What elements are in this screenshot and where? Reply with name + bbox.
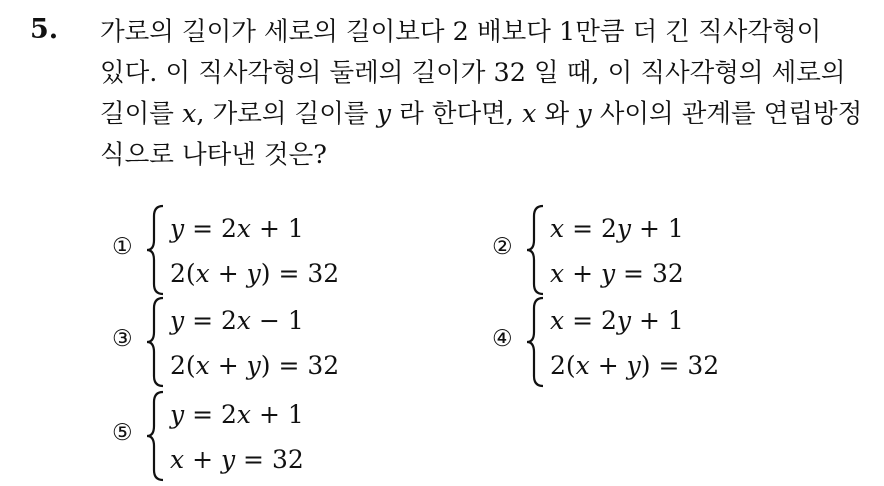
variable-x: x	[195, 351, 210, 380]
variable-y: y	[616, 306, 631, 335]
equation-1: x = 2y + 1	[550, 214, 684, 243]
choice-marker: ④	[492, 326, 513, 352]
left-brace-icon	[524, 202, 546, 298]
choice-4[interactable]	[492, 294, 812, 390]
stem-text: 와	[536, 99, 578, 129]
variable-y: y	[246, 351, 261, 380]
equation-2: 2(x + y) = 32	[170, 259, 340, 288]
variable-y: y	[600, 259, 616, 288]
stem-text: 길이를	[100, 99, 183, 129]
equation-2: 2(x + y) = 32	[170, 351, 340, 380]
left-brace-icon	[144, 202, 166, 298]
left-brace-icon	[524, 294, 546, 390]
variable-x: x	[170, 445, 185, 474]
equation-1: y = 2x + 1	[170, 400, 304, 429]
variable-y: y	[170, 306, 185, 335]
stem-text: 사이의 관계를 연립방정	[591, 99, 863, 129]
stem-line-4: 식으로 나타낸 것은?	[100, 140, 327, 170]
stem-text: , 가로의 길이를	[196, 99, 377, 129]
equation-1: y = 2x + 1	[170, 214, 304, 243]
stem-line-2: 있다. 이 직사각형의 둘레의 길이가 32 일 때, 이 직사각형의 세로의	[100, 58, 846, 88]
choice-1[interactable]	[112, 202, 432, 298]
equation-1: x = 2y + 1	[550, 306, 684, 335]
variable-x: x	[550, 214, 565, 243]
equation-2: x + y = 32	[550, 259, 684, 288]
variable-y: y	[170, 214, 185, 243]
variable-y: y	[376, 99, 392, 129]
variable-x: x	[550, 259, 565, 288]
variable-x: x	[236, 214, 251, 243]
choice-5[interactable]	[112, 388, 432, 484]
choice-marker: ②	[492, 234, 513, 260]
stem-line-1: 가로의 길이가 세로의 길이보다 2 배보다 1만큼 더 긴 직사각형이	[100, 17, 822, 47]
variable-x: x	[575, 351, 590, 380]
variable-y: y	[246, 259, 261, 288]
choice-3[interactable]	[112, 294, 432, 390]
variable-y: y	[577, 99, 592, 129]
variable-y: y	[220, 445, 236, 474]
question-stem	[100, 12, 870, 176]
equation-1: y = 2x − 1	[170, 306, 304, 335]
equation-2: 2(x + y) = 32	[550, 351, 720, 380]
variable-y: y	[170, 400, 185, 429]
variable-x: x	[195, 259, 210, 288]
question-number: 5.	[30, 14, 59, 45]
variable-y: y	[626, 351, 641, 380]
left-brace-icon	[144, 388, 166, 484]
variable-x: x	[182, 99, 197, 129]
stem-text: 라 한다면,	[391, 99, 523, 129]
choice-marker: ③	[112, 326, 133, 352]
choice-2[interactable]	[492, 202, 812, 298]
variable-x: x	[236, 400, 251, 429]
stem-line-3	[100, 94, 870, 135]
variable-x: x	[522, 99, 537, 129]
equation-2: x + y = 32	[170, 445, 304, 474]
variable-y: y	[616, 214, 631, 243]
variable-x: x	[550, 306, 565, 335]
variable-x: x	[236, 306, 251, 335]
choice-marker: ⑤	[112, 420, 133, 446]
left-brace-icon	[144, 294, 166, 390]
choice-marker: ①	[112, 234, 133, 260]
